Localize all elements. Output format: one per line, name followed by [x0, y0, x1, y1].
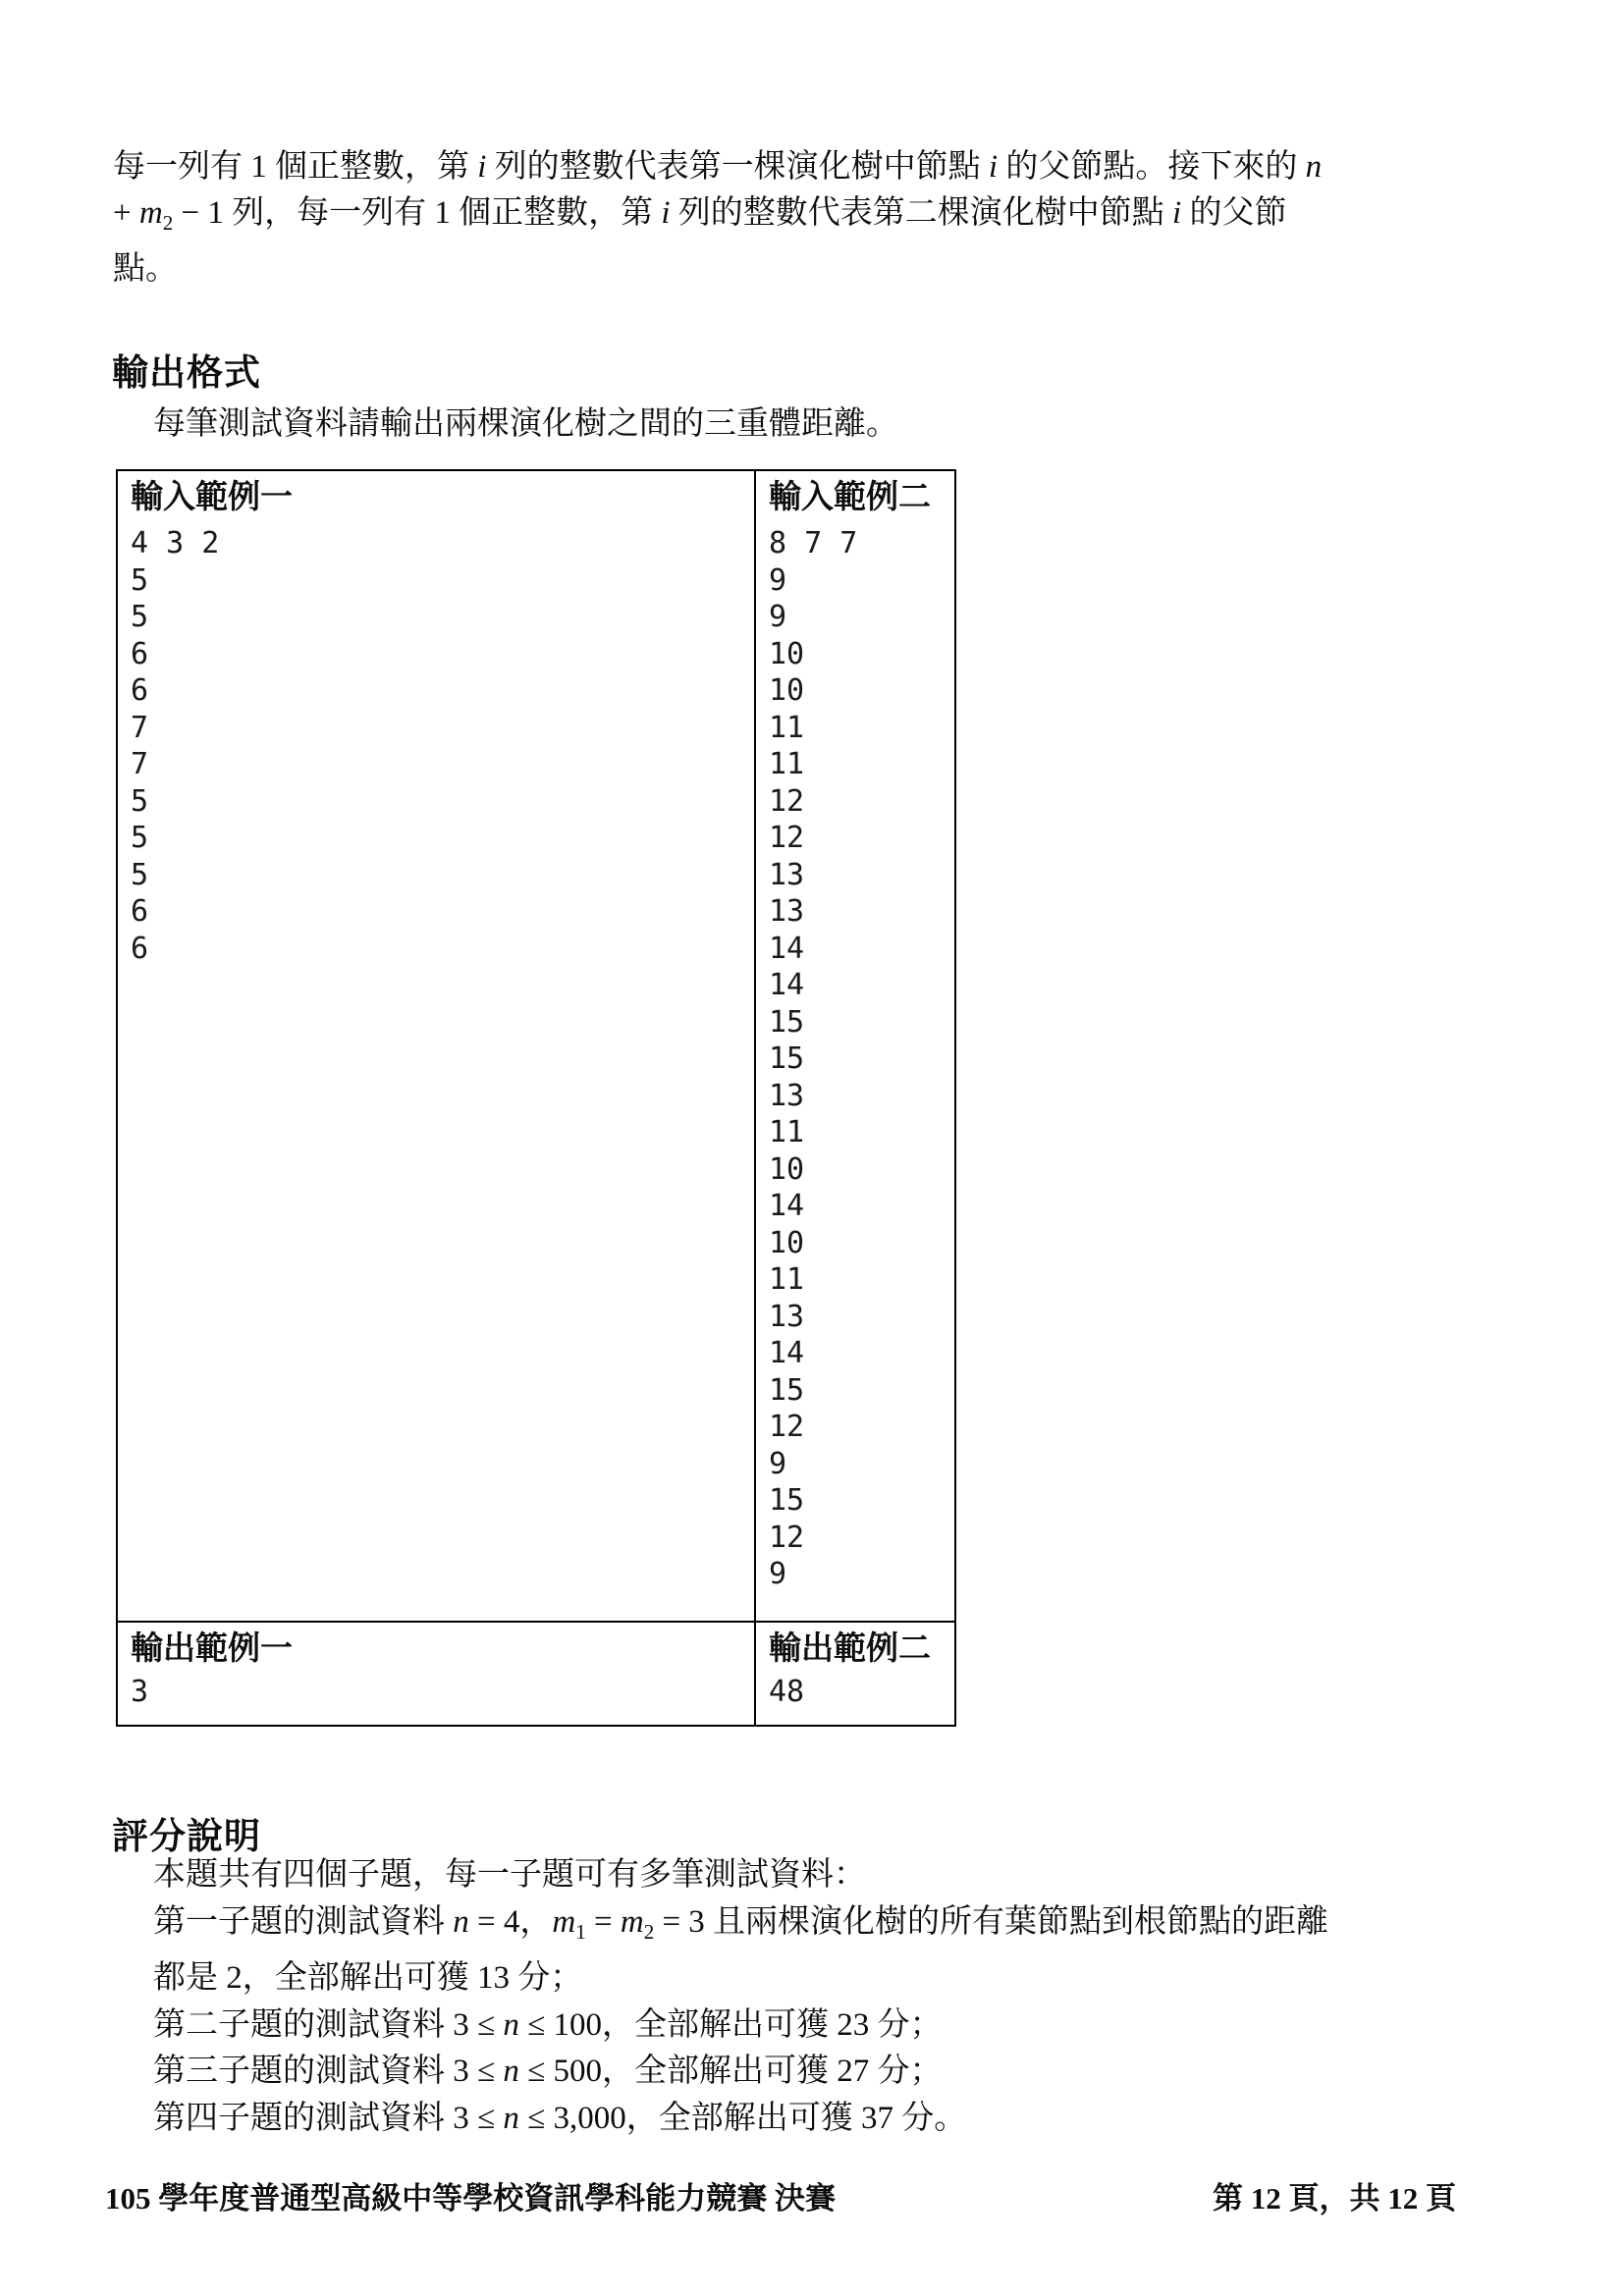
math-variable: i — [988, 149, 999, 185]
text-run: 2 — [643, 1919, 655, 1944]
input-data-line: 14 — [769, 1336, 805, 1370]
math-variable: n — [453, 1903, 469, 1940]
input-data-line: 13 — [769, 1078, 805, 1113]
input-data-line: 5 — [131, 821, 149, 855]
input-examples-row — [118, 471, 954, 1623]
text-run: ≤ 500，全部解出可獲 27 分； — [518, 2054, 943, 2089]
scoring-line — [153, 2049, 1328, 2096]
math-variable: m — [620, 1903, 644, 1940]
text-run: − 1 列，每一列有 1 個正整數，第 — [173, 195, 662, 231]
scoring-line — [153, 2002, 1328, 2050]
text-run: 列的整數代表第一棵演化樹中節點 — [486, 149, 989, 185]
input-data-line: 8 7 7 — [769, 526, 858, 561]
input-data-line: 14 — [769, 1189, 805, 1223]
input-data-line: 12 — [769, 1520, 805, 1555]
text-run: ≤ 3,000，全部解出可獲 37 分。 — [518, 2100, 967, 2136]
footer-contest-title: 105 學年度普通型高級中等學校資訊學科能力競賽 決賽 — [105, 2181, 836, 2216]
math-variable: i — [661, 195, 671, 231]
text-run: 的父節 — [1181, 195, 1287, 231]
math-variable: n — [503, 2100, 519, 2136]
input-data-line: 5 — [131, 857, 149, 892]
input-data-line: 7 — [131, 710, 149, 745]
input-example-1-header: 輸入範例一 — [131, 480, 293, 515]
scoring-paragraph — [153, 1852, 1328, 2142]
input-data-line: 11 — [769, 747, 805, 781]
output-format-text: 每筆測試資料請輸出兩棵演化樹之間的三重體距離。 — [153, 406, 898, 442]
math-variable: i — [1172, 195, 1182, 231]
input-data-line: 15 — [769, 1004, 805, 1040]
input-data-line: 5 — [131, 600, 149, 634]
math-variable: m — [552, 1903, 576, 1940]
output-format-heading: 輸出格式 — [112, 352, 261, 393]
input-data-line: 6 — [131, 636, 149, 671]
output-example-1-cell — [118, 1623, 756, 1725]
math-variable: i — [477, 149, 487, 185]
text-run: 的父節點。接下來的 — [998, 149, 1306, 185]
input-data-line: 10 — [769, 1151, 805, 1187]
paragraph-line — [113, 246, 1322, 293]
output-example-2-cell — [756, 1623, 954, 1725]
input-data-line: 15 — [769, 1483, 805, 1518]
input-data-line: 10 — [769, 673, 805, 708]
text-run: = 3 且兩棵演化樹的所有葉節點到根節點的距離 — [654, 1903, 1329, 1940]
input-data-line: 9 — [769, 1446, 787, 1481]
input-data-line: 14 — [769, 931, 805, 966]
math-variable: n — [1305, 149, 1323, 185]
scoring-line — [153, 2096, 1328, 2143]
input-example-2-data — [769, 525, 943, 1593]
input-data-line: 9 — [769, 600, 787, 634]
input-data-line: 9 — [769, 1557, 787, 1591]
input-data-line: 12 — [769, 821, 805, 855]
footer-page-number: 第 12 頁，共 12 頁 — [1213, 2181, 1456, 2216]
text-run: 本題共有四個子題，每一子題可有多筆測試資料： — [153, 1857, 866, 1893]
text-run: 每一列有 1 個正整數，第 — [113, 149, 478, 185]
scoring-heading: 評分說明 — [112, 1816, 261, 1856]
input-data-line: 13 — [769, 1299, 805, 1334]
input-data-line: 13 — [769, 894, 805, 929]
input-data-line: 9 — [769, 562, 787, 598]
text-run: 都是 2，全部解出可獲 13 分； — [153, 1960, 583, 1996]
input-data-line: 4 3 2 — [131, 526, 220, 561]
text-run: 第四子題的測試資料 3 ≤ — [153, 2100, 504, 2136]
text-run: = — [585, 1903, 621, 1940]
input-data-line: 12 — [769, 1410, 805, 1444]
scoring-line — [153, 1852, 1328, 1899]
input-example-1-cell — [118, 471, 756, 1621]
output-example-1-header: 輸出範例一 — [131, 1631, 293, 1667]
scoring-line — [153, 1899, 1328, 1956]
text-run: + — [113, 195, 139, 231]
text-run: 2 — [162, 211, 174, 235]
input-example-2-header: 輸入範例二 — [769, 480, 931, 515]
input-data-line: 15 — [769, 1372, 805, 1408]
text-run: 點。 — [113, 251, 178, 287]
input-format-paragraph — [113, 144, 1322, 293]
scoring-line — [153, 1955, 1328, 2002]
input-example-1-data — [131, 525, 742, 967]
output-example-2-header: 輸出範例二 — [769, 1631, 931, 1667]
text-run: ≤ 100，全部解出可獲 23 分； — [518, 2006, 943, 2043]
input-data-line: 14 — [769, 968, 805, 1002]
input-example-2-cell — [756, 471, 954, 1621]
input-data-line: 6 — [131, 894, 149, 929]
text-run: 第二子題的測試資料 3 ≤ — [153, 2006, 504, 2043]
paragraph-line — [113, 144, 1322, 190]
examples-table — [116, 469, 956, 1727]
input-data-line: 5 — [131, 783, 149, 819]
output-examples-row — [118, 1623, 954, 1725]
input-data-line: 13 — [769, 857, 805, 892]
text-run: 列的整數代表第二棵演化樹中節點 — [670, 195, 1173, 231]
output-example-2-value: 48 — [769, 1675, 805, 1709]
input-data-line: 10 — [769, 636, 805, 671]
input-data-line: 6 — [131, 673, 149, 708]
input-data-line: 11 — [769, 1115, 805, 1149]
input-data-line: 5 — [131, 562, 149, 598]
text-run: 第三子題的測試資料 3 ≤ — [153, 2054, 504, 2089]
input-data-line: 11 — [769, 1262, 805, 1297]
text-run: = 4， — [468, 1903, 553, 1940]
output-example-1-value: 3 — [131, 1675, 149, 1709]
math-variable: m — [138, 195, 163, 231]
input-data-line: 6 — [131, 931, 149, 966]
input-data-line: 15 — [769, 1041, 805, 1076]
input-data-line: 12 — [769, 783, 805, 819]
input-data-line: 10 — [769, 1225, 805, 1260]
text-run: 1 — [575, 1919, 586, 1944]
math-variable: n — [503, 2054, 519, 2089]
math-variable: n — [503, 2006, 519, 2043]
text-run: 第一子題的測試資料 — [153, 1903, 454, 1940]
input-data-line: 7 — [131, 747, 149, 781]
paragraph-line — [113, 190, 1322, 246]
input-data-line: 11 — [769, 710, 805, 745]
